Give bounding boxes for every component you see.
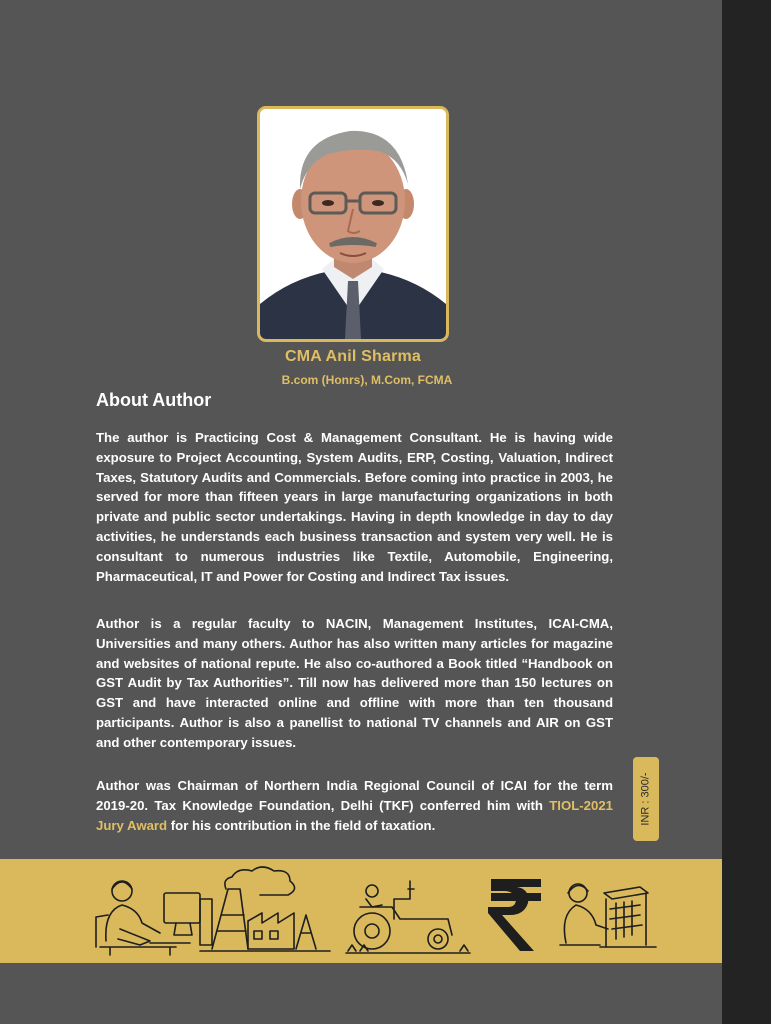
industry-illustrations bbox=[0, 859, 722, 963]
bio-text: for his contribution in the field of taxation. bbox=[167, 817, 436, 833]
author-portrait-illustration bbox=[260, 109, 446, 339]
section-heading: About Author bbox=[96, 390, 212, 410]
author-photo bbox=[257, 106, 449, 342]
book-spine bbox=[722, 0, 771, 1024]
illustration-band bbox=[0, 859, 722, 963]
tractor-icon bbox=[346, 881, 470, 953]
award-highlight: TIOL-2021 Jury Award bbox=[96, 797, 613, 833]
bio-paragraph: The author is Practicing Cost & Management Consultant. He is having wide exposure to Project Accounting, System Audits, ERP, Costing, Valuation, Indirect Taxes, Statutory Audits and Commercials. Before coming into practice in 2003, he served for more than fifteen years in large manufacturing organizations in both private and public sector undertakings. Having in depth knowledge in day to day activities, he understands each business transaction and system very well. He is consultant to numerous industries like Textile, Automobile, Engineering, Pharmaceutical, IT and Power for Costing and Indirect Tax issues. bbox=[96, 430, 613, 584]
factory-icon bbox=[200, 867, 330, 951]
price-label: INR : 300/- bbox=[640, 772, 652, 826]
bio-text: Author was Chairman of Northern India Regional Council of ICAI for the term 2019-20. Tax Knowledge Foundation, Delhi (TKF) conferred him with bbox=[96, 778, 613, 813]
bio-paragraph bbox=[96, 776, 613, 835]
author-qualifications: B.com (Honrs), M.Com, FCMA bbox=[281, 373, 453, 387]
bio-paragraph: Author is a regular faculty to NACIN, Management Institutes, ICAI-CMA, Universities and many others. Author has also written many articles for magazine and websites of national repute. He also co-authored a Book titled “Handbook on GST Audit by Tax Authorities”. Till now has delivered more than 150 lectures on GST and have interacted online and offline with more than ten thousand participants. Author is also a panellist to national TV channels and AIR on GST and other contemporary issues. bbox=[96, 616, 613, 750]
weaver-loom-icon bbox=[560, 884, 656, 947]
office-worker-icon bbox=[96, 881, 212, 955]
price-tag bbox=[633, 757, 659, 841]
rupee-icon bbox=[488, 879, 541, 951]
author-name: CMA Anil Sharma bbox=[284, 348, 422, 365]
